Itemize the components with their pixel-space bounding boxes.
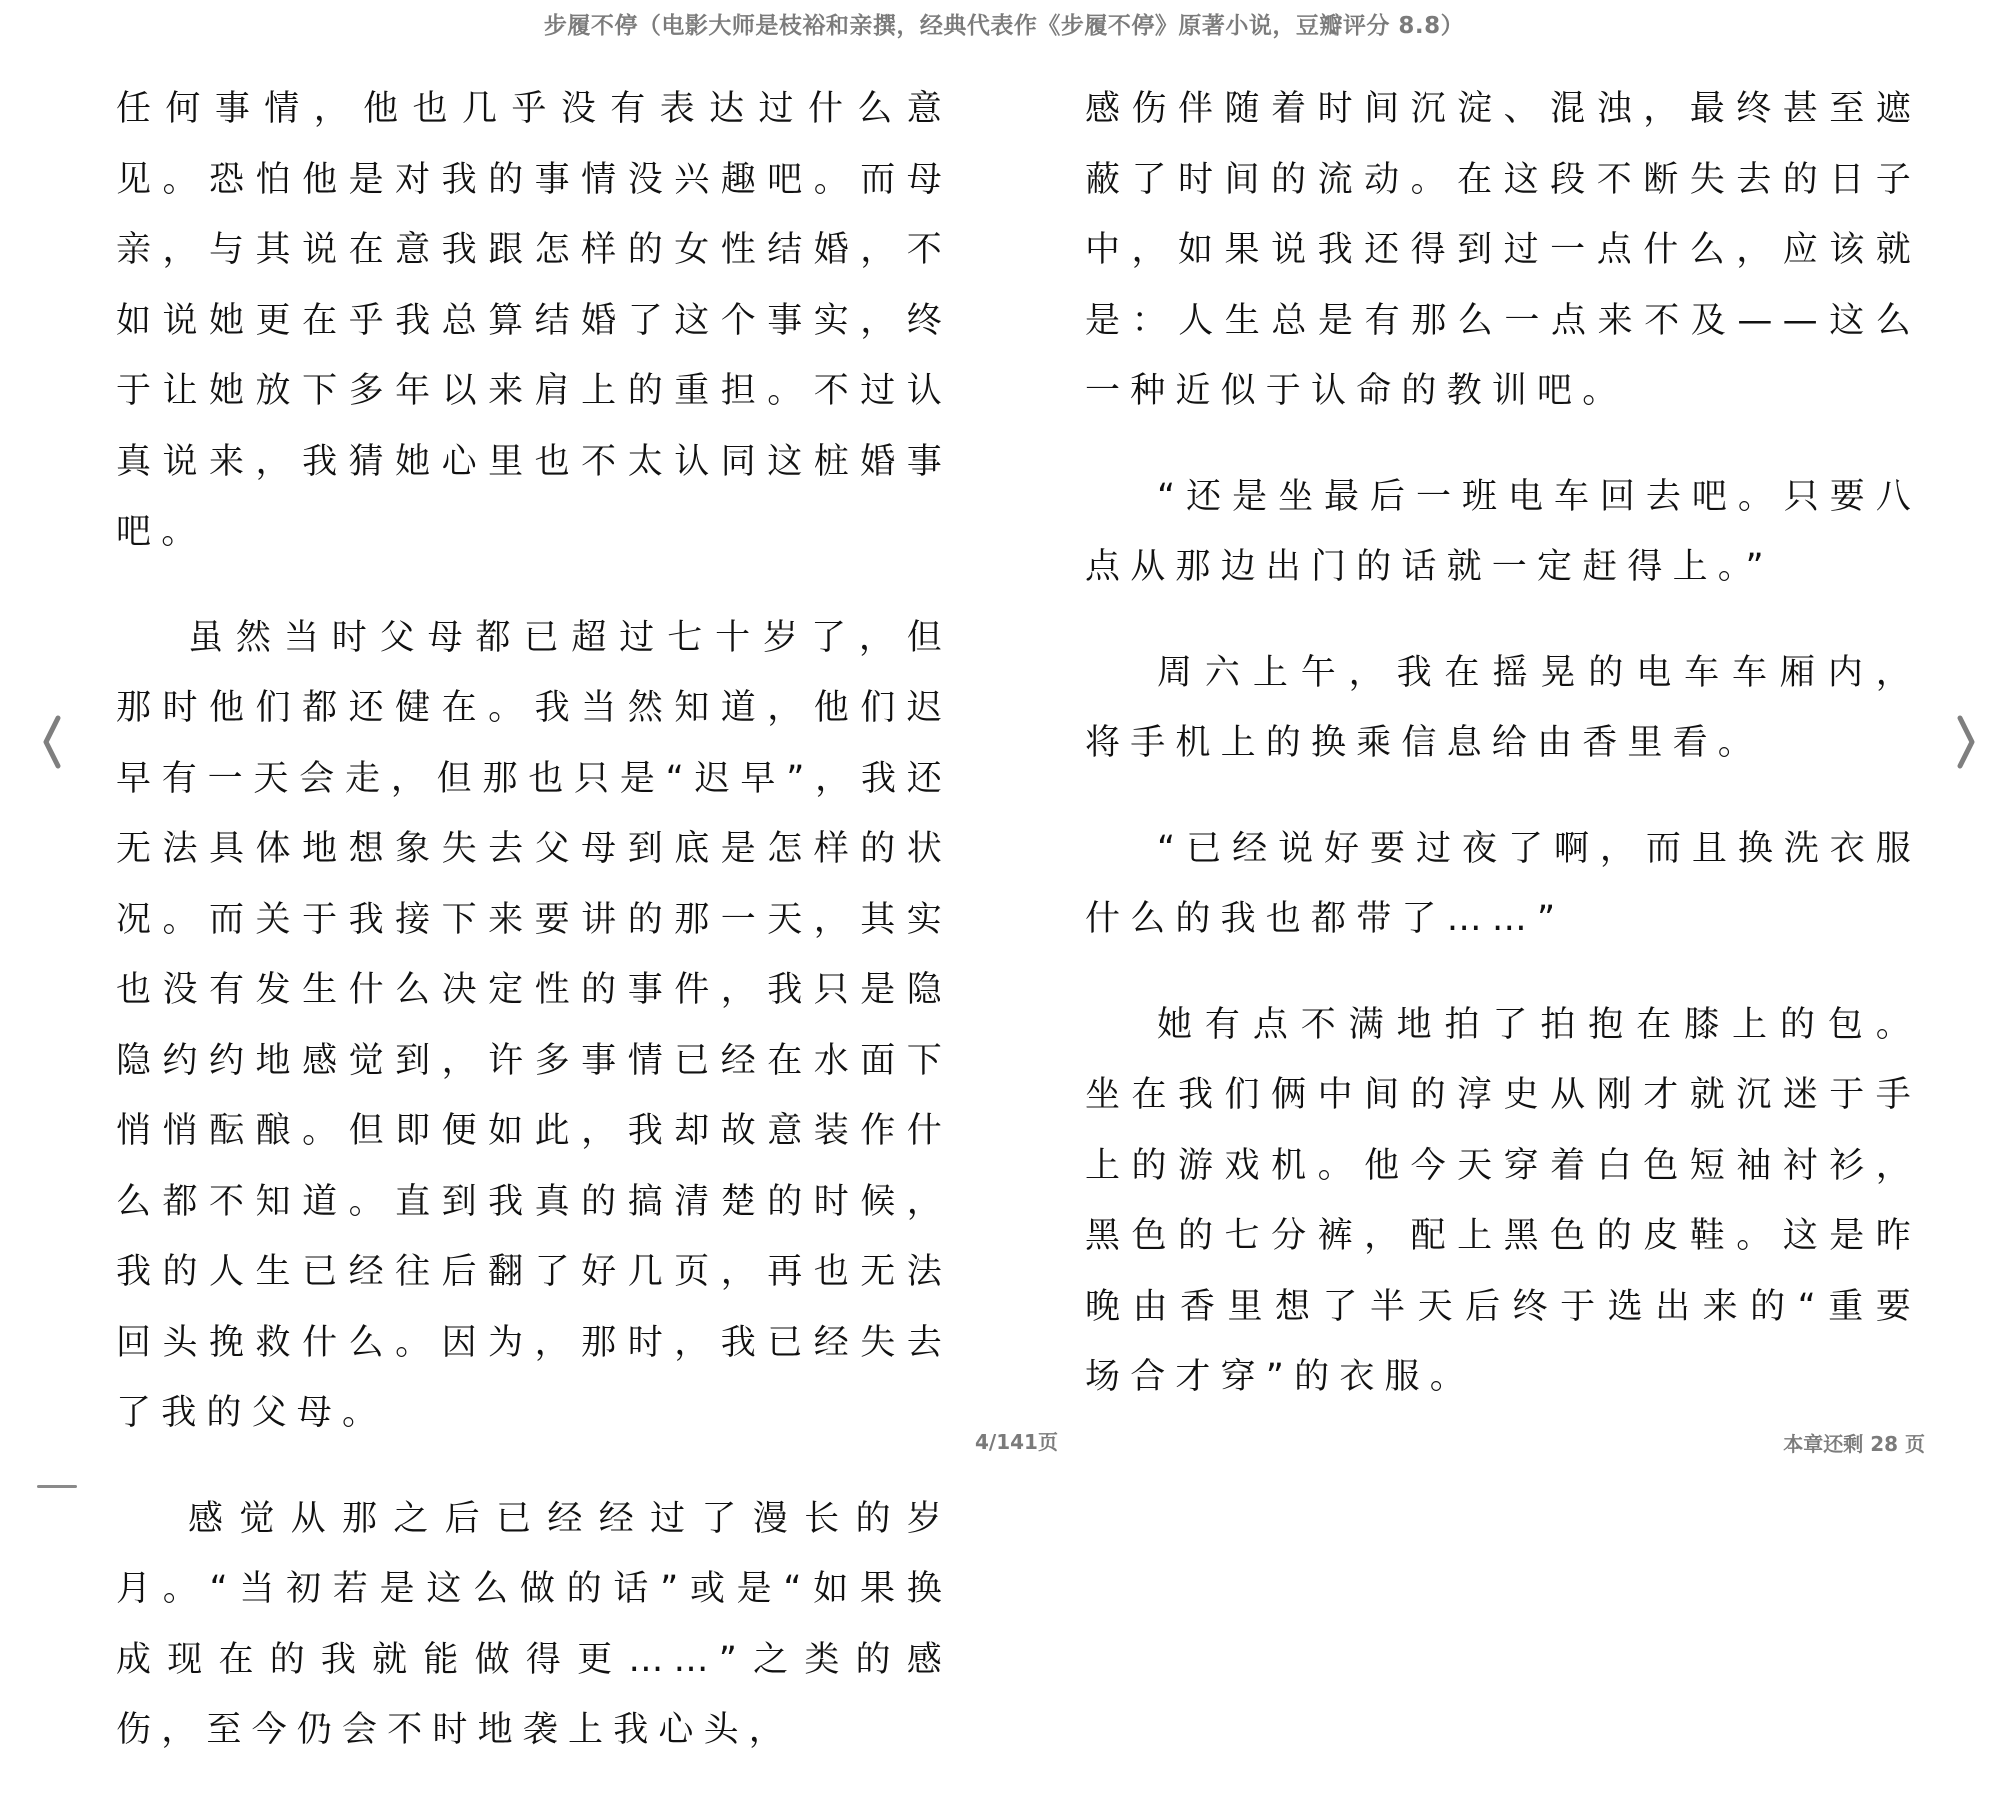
chapter-remaining-pages: 本章还剩 28 页 xyxy=(1783,1432,1925,1456)
book-title: 步履不停（电影大师是枝裕和亲撰，经典代表作《步履不停》原著小说，豆瓣评分 8.8） xyxy=(543,13,1465,39)
paragraph: 感觉从那之后已经经过了漫长的岁月。“当初若是这么做的话”或是“如果换成现在的我就能做得更……”之类的感伤，至今仍会不时地袭上我心头， xyxy=(116,1498,952,1750)
left-page-column xyxy=(116,74,952,1801)
paragraph: 她有点不满地拍了拍抱在膝上的包。坐在我们俩中间的淳史从刚才就沉迷于手上的游戏机。他今天穿着白色短袖衬衫，黑色的七分裤，配上黑色的皮鞋。这是昨晚由香里想了半天后终于选出来的“重要场合才穿”的衣服。 xyxy=(1085,1004,1921,1397)
paragraph: 任何事情，他也几乎没有表达过什么意见。恐怕他是对我的事情没兴趣吧。而母亲，与其说在意我跟怎样的女性结婚，不如说她更在乎我总算结婚了这个事实，终于让她放下多年以来肩上的重担。不过认真说来，我猜她心里也不太认同这桩婚事吧。 xyxy=(116,89,952,552)
chevron-left-icon xyxy=(30,712,70,772)
paragraph: “还是坐最后一班电车回去吧。只要八点从那边出门的话就一定赶得上。” xyxy=(1085,476,1921,587)
next-page-button[interactable] xyxy=(1948,712,1988,772)
paragraph: 感伤伴随着时间沉淀、混浊，最终甚至遮蔽了时间的流动。在这段不断失去的日子中，如果说我还得到过一点什么，应该就是：人生总是有那么一点来不及——这么一种近似于认命的教训吧。 xyxy=(1085,89,1921,411)
paragraph: “已经说好要过夜了啊，而且换洗衣服什么的我也都带了……” xyxy=(1085,828,1921,939)
paragraph: 周六上午，我在摇晃的电车车厢内，将手机上的换乘信息给由香里看。 xyxy=(1085,652,1921,763)
right-page-column xyxy=(1085,74,1921,1448)
paragraph: 虽然当时父母都已超过七十岁了，但那时他们都还健在。我当然知道，他们迟早有一天会走，但那也只是“迟早”，我还无法具体地想象失去父母到底是怎样的状况。而关于我接下来要讲的那一天，其实也没有发生什么决定性的事件，我只是隐隐约约地感觉到，许多事情已经在水面下悄悄酝酿。但即便如此，我却故意装作什么都不知道。直到我真的搞清楚的时候，我的人生已经往后翻了好几页，再也无法回头挽救什么。因为，那时，我已经失去了我的父母。 xyxy=(116,617,952,1433)
chevron-right-icon xyxy=(1948,712,1988,772)
previous-page-button[interactable] xyxy=(30,712,70,772)
page-indicator: 4/141页 xyxy=(975,1430,1058,1454)
